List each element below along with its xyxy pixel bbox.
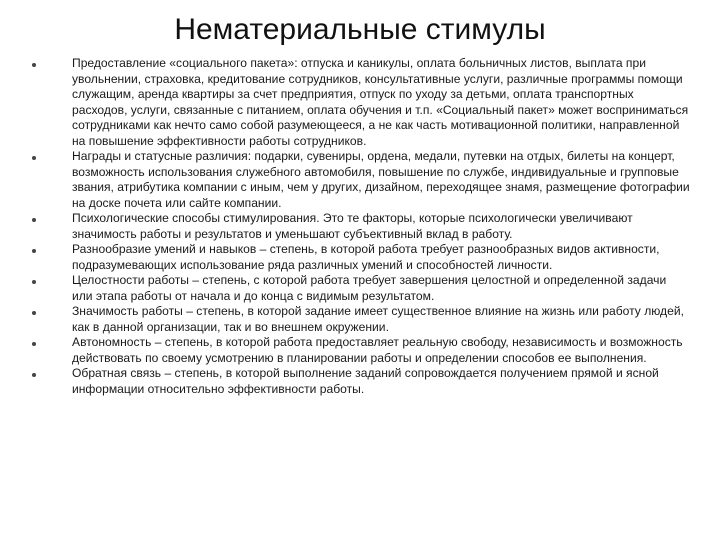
bullet-item (30, 242, 690, 273)
bullet-dot-icon (32, 156, 36, 160)
bullet-text: Автономность – степень, в которой работа предоставляет реальную свободу, независимость и возможность действовать по своему усмотрению в планировании работы и определении способов ее выполнения. (72, 335, 683, 365)
bullet-item (30, 335, 690, 366)
bullet-text: Целостности работы – степень, с которой работа требует завершения целостной и определенной задачи или этапа работы от начала и до конца с видимым результатом. (72, 273, 667, 303)
bullet-dot-icon (32, 280, 36, 284)
bullet-text: Награды и статусные различия: подарки, сувениры, ордена, медали, путевки на отдых, билеты на концерт, возможность использования служебного автомобиля, повышение по службе, индивидуальные и групповые звания, атрибутика компании с иным, чем у других, дизайном, переходящее знамя, размещение фотографии на доске почета или сайте компании. (72, 149, 690, 210)
bullet-item (30, 366, 690, 397)
bullet-item (30, 211, 690, 242)
bullet-item (30, 273, 690, 304)
bullet-dot-icon (32, 218, 36, 222)
bullet-text: Психологические способы стимулирования. Это те факторы, которые психологически увеличивают значимость работы и результатов и уменьшают субъективный вклад в работу. (72, 211, 633, 241)
bullet-text: Обратная связь – степень, в которой выполнение заданий сопровождается получением прямой и ясной информации относительно эффективности работы. (72, 366, 659, 396)
bullet-dot-icon (32, 311, 36, 315)
bullet-dot-icon (32, 342, 36, 346)
bullet-item (30, 149, 690, 211)
bullet-item (30, 56, 690, 149)
bullet-dot-icon (32, 63, 36, 67)
bullet-dot-icon (32, 373, 36, 377)
bullet-text: Значимость работы – степень, в которой задание имеет существенное влияние на жизнь или работу людей, как в данной организации, так и во внешнем окружении. (72, 304, 684, 334)
bullet-item (30, 304, 690, 335)
bullet-list (30, 56, 690, 397)
bullet-text: Предоставление «социального пакета»: отпуска и каникулы, оплата больничных листов, выплата при увольнении, страховка, кредитование сотрудников, консультативные услуги, различные программы помощи служащим, аренда квартиры за счет предприятия, отпуск по уходу за детьми, оплата транспортных расходов, услуги, связанные с питанием, оплата обучения и т.п. «Социальный пакет» может восприниматься сотрудниками как нечто само собой разумеющееся, а не как часть мотивационной политики, направленной на повышение эффективности работы сотрудников. (72, 56, 689, 148)
bullet-dot-icon (32, 249, 36, 253)
bullet-text: Разнообразие умений и навыков – степень, в которой работа требует разнообразных видов активности, подразумевающих использование ряда различных умений и способностей личности. (72, 242, 660, 272)
slide-title: Нематериальные стимулы (174, 13, 546, 46)
